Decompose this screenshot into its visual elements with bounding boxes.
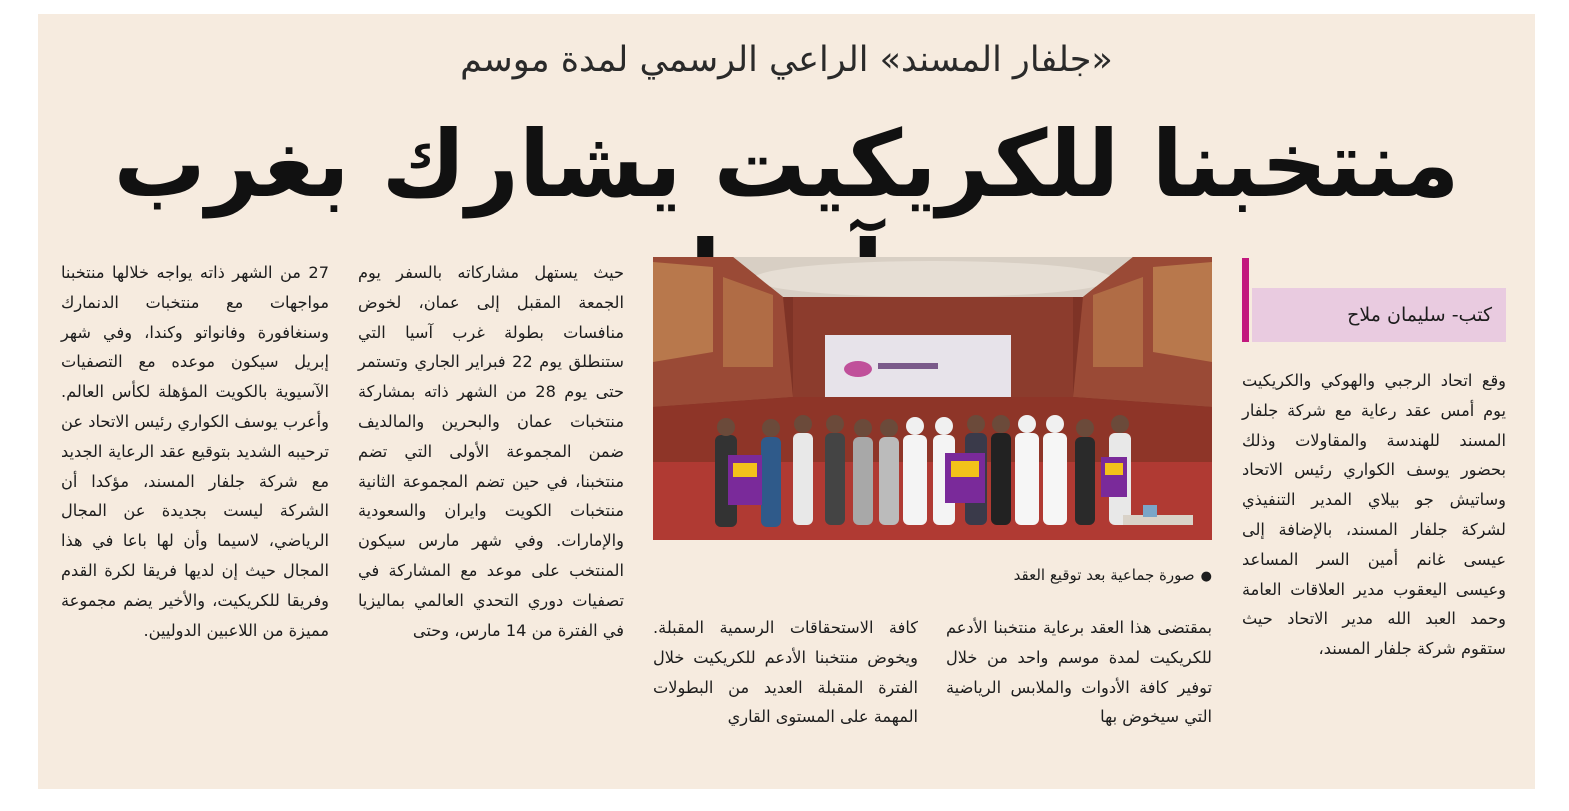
photo-caption-text: صورة جماعية بعد توقيع العقد [1013,566,1195,584]
bullet-icon: ● [1200,569,1212,584]
article-column-5: 27 من الشهر ذاته يواجه خلالها منتخبنا مواجهات مع منتخبات الدنمارك وسنغافورة وفانواتو وكندا، وفي شهر إبريل سيكون موعده مع التصفيات الآسيوية بالكويت المؤهلة لكأس العالم. وأعرب يوسف الكواري رئيس الاتحاد عن ترحيبه الشديد بتوقيع عقد الرعاية الجديد مع شركة جلفار المسند، مؤكدا أن الشركة ليست بجديدة عن المجال الرياضي، لاسيما وأن لها باعا في هذا المجال حيث إن لديها فريقا لكرة القدم وفريقا للكريكيت، والأخير يضم مجموعة مميزة من اللاعبين الدوليين. [61,263,329,640]
group-photo [653,257,1212,540]
article-byline: كتب- سليمان ملاح [1252,288,1506,342]
group-photo-illustration [653,257,1212,540]
article-kicker: «جلفار المسند» الراعي الرسمي لمدة موسم [460,40,1113,80]
article-column-1: وقع اتحاد الرجبي والهوكي والكريكيت يوم أمس عقد رعاية مع شركة جلفار المسند للهندسة والمقاولات وذلك بحضور يوسف الكواري رئيس الاتحاد وساتيش جو بيلاي المدير التنفيذي لشركة جلفار المسند، بالإضافة إلى عيسى غانم أمين السر المساعد وعيسى اليعقوب مدير العلاقات العامة وحمد العبد الله مدير الاتحاد حيث ستقوم شركة جلفار المسند، [1242,371,1506,659]
byline-accent-bar [1242,258,1249,342]
article-headline: منتخبنا للكريكيت يشارك بغرب [113,111,1460,218]
photo-caption [946,564,1212,588]
article-column-4: حيث يستهل مشاركاته بالسفر يوم الجمعة المقبل إلى عمان، لخوض منافسات بطولة غرب آسيا التي ستنطلق يوم 22 فبراير الجاري وتستمر حتى يوم 28 من الشهر ذاته بمشاركة منتخبات عمان والبحرين والمالديف ضمن المجموعة الأولى التي تضم منتخبنا، في حين تضم المجموعة الثانية منتخبات الكويت وايران والسعودية والإمارات. وفي شهر مارس سيكون المنتخب على موعد مع المشاركة في تصفيات دوري التحدي العالمي بماليزيا في الفترة من 14 مارس، وحتى [358,263,624,640]
article-column-3: كافة الاستحقاقات الرسمية المقبلة. ويخوض منتخبنا الأدعم للكريكيت خلال الفترة المقبلة العديد من البطولات المهمة على المستوى القاري [653,618,918,727]
article-column-2: بمقتضى هذا العقد برعاية منتخبنا الأدعم للكريكيت لمدة موسم واحد من خلال توفير كافة الأدوات والملابس الرياضية التي سيخوض بها [946,618,1212,727]
newspaper-page [38,14,1535,789]
